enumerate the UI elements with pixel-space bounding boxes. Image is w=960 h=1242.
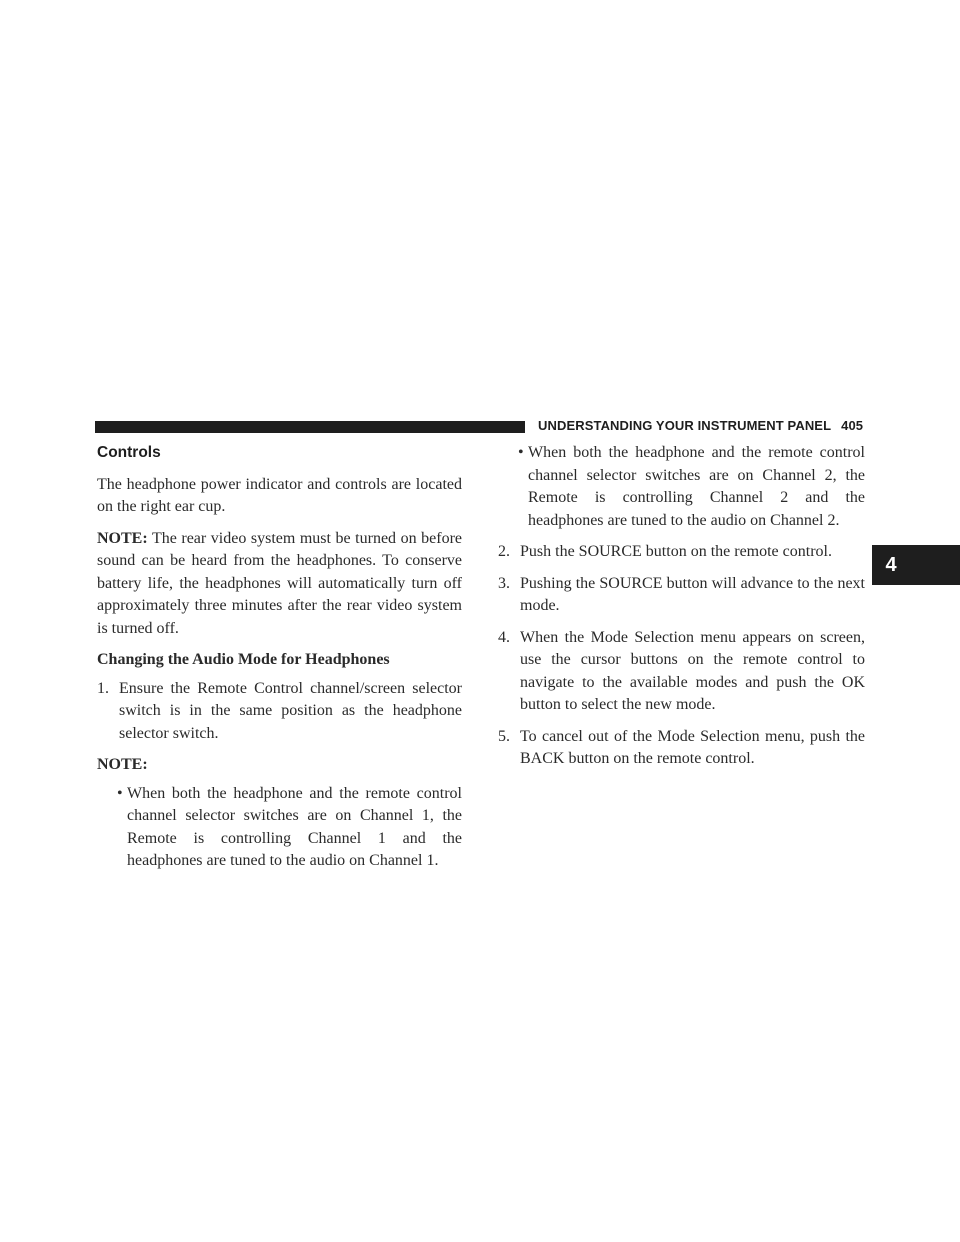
bullet-symbol: •	[518, 444, 524, 461]
bullet-item-2	[498, 442, 865, 532]
step-5	[498, 726, 865, 771]
bullet-text: When both the headphone and the remote control channel selector switches are on Channel 1, the Remote is controlling Channel 1 and the headphones are tuned to the audio on Channel 1.	[127, 784, 462, 869]
header-rule	[95, 421, 525, 433]
step-text: When the Mode Selection menu appears on screen, use the cursor buttons on the remote control to navigate to the available modes and push the OK button to select the new mode.	[520, 628, 865, 713]
step-2	[498, 541, 865, 564]
note-paragraph	[97, 528, 462, 641]
step-number: 5.	[498, 727, 510, 745]
bullet-symbol: •	[117, 784, 123, 802]
step-text: Ensure the Remote Control channel/screen selector switch is in the same position as the headphone selector switch.	[119, 679, 462, 742]
step-4	[498, 627, 865, 717]
bullet-item-1	[97, 783, 462, 873]
right-column	[498, 442, 865, 780]
step-3	[498, 573, 865, 618]
subheading: Changing the Audio Mode for Headphones	[97, 651, 390, 668]
step-number: 2.	[498, 543, 510, 560]
bullet-text: When both the headphone and the remote control channel selector switches are on Channel 2, the Remote is controlling Channel 2 and the headphones are tuned to the audio on Channel 2.	[528, 444, 865, 529]
chapter-tab	[872, 545, 960, 585]
note-label-2: NOTE:	[97, 756, 148, 773]
step-number: 1.	[97, 679, 109, 697]
running-header	[538, 418, 863, 433]
running-title: UNDERSTANDING YOUR INSTRUMENT PANEL	[538, 418, 832, 433]
page-number: 405	[841, 418, 864, 433]
step-text: Push the SOURCE button on the remote control.	[520, 543, 832, 560]
intro-paragraph: The headphone power indicator and controls are located on the right ear cup.	[97, 475, 462, 515]
step-1	[97, 678, 462, 746]
step-text: Pushing the SOURCE button will advance to the next mode.	[520, 574, 865, 614]
left-column	[97, 442, 462, 882]
step-text: To cancel out of the Mode Selection menu, push the BACK button on the remote control.	[520, 727, 865, 767]
step-number: 3.	[498, 574, 510, 592]
note-label: NOTE:	[97, 529, 148, 547]
step-number: 4.	[498, 628, 510, 646]
chapter-number: 4	[885, 553, 897, 576]
section-title: Controls	[97, 444, 161, 461]
note-text: The rear video system must be turned on before sound can be heard from the headphones. To conserve battery life, the headphones will automatically turn off approximately three minutes after the rear video system is turned off.	[97, 529, 462, 637]
